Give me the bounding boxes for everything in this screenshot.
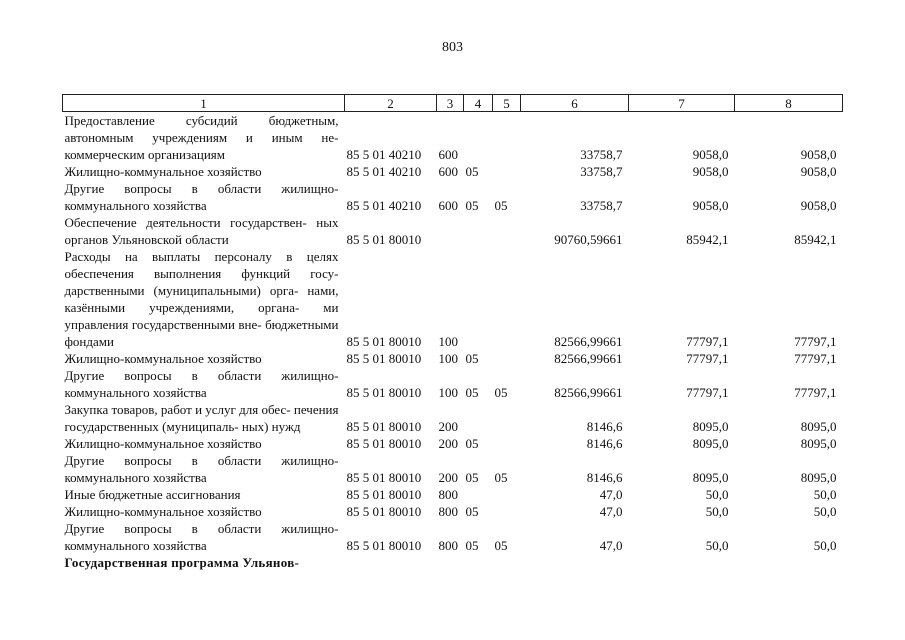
row-name: Жилищно-коммунальное хозяйство: [64, 164, 262, 179]
header-col-3: 3: [437, 95, 464, 112]
header-col-4: 4: [464, 95, 493, 112]
row-name: Другие вопросы в области жилищно- коммунального хозяйства: [64, 368, 339, 400]
row-col-6: 33758,7: [580, 198, 623, 213]
row-col-3: 200: [438, 436, 458, 451]
row-col-4: 05: [465, 538, 479, 553]
row-code: 85 5 01 80010: [346, 385, 422, 400]
row-col-8: 50,0: [813, 504, 837, 519]
row-code: 85 5 01 80010: [346, 470, 422, 485]
header-col-1: 1: [63, 95, 345, 112]
row-col-3: 600: [438, 164, 458, 179]
row-col-8: 9058,0: [800, 198, 837, 213]
table-row: [63, 163, 843, 180]
row-col-6: 33758,7: [580, 147, 623, 162]
row-name: Жилищно-коммунальное хозяйство: [64, 436, 262, 451]
table-row: [63, 486, 843, 503]
row-col-7: 77797,1: [686, 351, 729, 366]
row-col-5: 05: [494, 385, 508, 400]
row-name: Другие вопросы в области жилищно- коммунального хозяйства: [64, 453, 339, 485]
row-col-6: 8146,6: [586, 436, 623, 451]
table-row: [63, 554, 843, 571]
row-col-3: [437, 214, 464, 248]
row-col-5: [493, 163, 521, 180]
row-col-5: [493, 112, 521, 164]
row-col-5: [493, 214, 521, 248]
row-col-7: 9058,0: [692, 164, 729, 179]
row-name: Жилищно-коммунальное хозяйство: [64, 351, 262, 366]
row-col-6: 47,0: [599, 487, 623, 502]
table-body: [63, 112, 843, 572]
row-col-3: [437, 554, 464, 571]
row-col-8: 77797,1: [794, 334, 837, 349]
row-col-6: 90760,59661: [554, 232, 623, 247]
row-col-8: 77797,1: [794, 351, 837, 366]
row-code: 85 5 01 80010: [346, 504, 422, 519]
row-col-8: 50,0: [813, 538, 837, 553]
row-col-7: [629, 554, 735, 571]
row-col-8: 85942,1: [794, 232, 837, 247]
row-col-4: [464, 554, 493, 571]
row-col-5: [493, 401, 521, 435]
header-col-2: 2: [345, 95, 437, 112]
row-col-3: 600: [438, 147, 458, 162]
row-col-4: [464, 401, 493, 435]
row-col-4: [464, 112, 493, 164]
row-col-4: [464, 214, 493, 248]
table-row: [63, 452, 843, 486]
table-row: [63, 401, 843, 435]
table-row: [63, 435, 843, 452]
row-col-6: 82566,99661: [554, 334, 623, 349]
header-row: [63, 95, 843, 112]
row-name: Обеспечение деятельности государствен- ных органов Ульяновской области: [64, 215, 339, 247]
header-col-7: 7: [629, 95, 735, 112]
row-code: 85 5 01 40210: [346, 198, 422, 213]
row-col-3: 200: [438, 419, 458, 434]
table-row: [63, 214, 843, 248]
row-col-8: 8095,0: [800, 470, 837, 485]
table-row: [63, 180, 843, 214]
row-col-3: 800: [438, 538, 458, 553]
row-col-7: 50,0: [705, 504, 729, 519]
header-col-6: 6: [521, 95, 629, 112]
row-col-6: 33758,7: [580, 164, 623, 179]
row-col-5: [493, 554, 521, 571]
row-col-7: 8095,0: [692, 419, 729, 434]
row-col-7: 9058,0: [692, 147, 729, 162]
row-code: 85 5 01 80010: [346, 538, 422, 553]
row-col-7: 85942,1: [686, 232, 729, 247]
row-col-4: 05: [465, 385, 479, 400]
row-code: 85 5 01 80010: [346, 487, 422, 502]
table-header: [63, 95, 843, 112]
row-col-6: [521, 554, 629, 571]
row-col-3: 800: [438, 504, 458, 519]
row-col-8: 8095,0: [800, 436, 837, 451]
budget-table: [62, 94, 843, 571]
row-code: 85 5 01 80010: [346, 334, 422, 349]
row-name: Расходы на выплаты персоналу в целях обеспечения выполнения функций госу- дарственными (муниципальными) орга- нами, казёнными учреждениями, органа- ми управления государственными вне- бюджетными фондами: [64, 249, 339, 349]
header-col-8: 8: [735, 95, 843, 112]
row-col-6: 8146,6: [586, 470, 623, 485]
row-name: Другие вопросы в области жилищно- коммунального хозяйства: [64, 181, 339, 213]
row-col-8: 50,0: [813, 487, 837, 502]
table-row: [63, 350, 843, 367]
row-col-5: [493, 503, 521, 520]
row-code: 85 5 01 80010: [346, 419, 422, 434]
row-col-4: 05: [465, 164, 479, 179]
row-col-5: [493, 350, 521, 367]
row-code: 85 5 01 40210: [346, 164, 422, 179]
row-col-8: 77797,1: [794, 385, 837, 400]
row-code: 85 5 01 80010: [346, 232, 422, 247]
row-col-5: [493, 435, 521, 452]
row-name: Предоставление субсидий бюджетным, автономным учреждениям и иным не- коммерческим организациям: [64, 113, 339, 162]
row-col-3: 600: [438, 198, 458, 213]
row-code: 85 5 01 80010: [346, 436, 422, 451]
row-col-6: 82566,99661: [554, 385, 623, 400]
row-col-5: [493, 248, 521, 350]
row-col-5: 05: [494, 470, 508, 485]
table-row: [63, 112, 843, 164]
row-name: Государственная программа Ульянов-: [64, 555, 300, 570]
row-col-5: 05: [494, 198, 508, 213]
row-col-7: 8095,0: [692, 470, 729, 485]
row-col-4: 05: [465, 436, 479, 451]
row-code: [345, 554, 437, 571]
row-name: Другие вопросы в области жилищно- коммунального хозяйства: [64, 521, 339, 553]
row-col-4: 05: [465, 351, 479, 366]
row-col-7: 77797,1: [686, 334, 729, 349]
row-col-4: [464, 486, 493, 503]
table-row: [63, 367, 843, 401]
row-col-5: 05: [494, 538, 508, 553]
row-col-7: 50,0: [705, 538, 729, 553]
row-col-7: 50,0: [705, 487, 729, 502]
row-col-3: 100: [438, 334, 458, 349]
page-number: 803: [442, 40, 463, 55]
row-col-7: 77797,1: [686, 385, 729, 400]
row-col-3: 100: [438, 351, 458, 366]
row-col-4: 05: [465, 470, 479, 485]
row-col-6: 47,0: [599, 504, 623, 519]
row-col-6: 47,0: [599, 538, 623, 553]
row-col-5: [493, 486, 521, 503]
row-col-4: 05: [465, 198, 479, 213]
header-col-5: 5: [493, 95, 521, 112]
table-row: [63, 520, 843, 554]
row-name: Иные бюджетные ассигнования: [64, 487, 241, 502]
row-name: Жилищно-коммунальное хозяйство: [64, 504, 262, 519]
row-col-4: 05: [465, 504, 479, 519]
row-code: 85 5 01 80010: [346, 351, 422, 366]
row-col-8: 8095,0: [800, 419, 837, 434]
row-col-8: 9058,0: [800, 164, 837, 179]
row-col-7: 9058,0: [692, 198, 729, 213]
row-col-3: 200: [438, 470, 458, 485]
row-col-4: [464, 248, 493, 350]
row-col-8: 9058,0: [800, 147, 837, 162]
row-name: Закупка товаров, работ и услуг для обес- печения государственных (муниципаль- ных) нужд: [64, 402, 339, 434]
table-row: [63, 248, 843, 350]
table-row: [63, 503, 843, 520]
row-col-7: 8095,0: [692, 436, 729, 451]
row-col-8: [735, 554, 843, 571]
row-col-3: 100: [438, 385, 458, 400]
row-col-6: 8146,6: [586, 419, 623, 434]
row-code: 85 5 01 40210: [346, 147, 422, 162]
row-col-3: 800: [438, 487, 458, 502]
row-col-6: 82566,99661: [554, 351, 623, 366]
